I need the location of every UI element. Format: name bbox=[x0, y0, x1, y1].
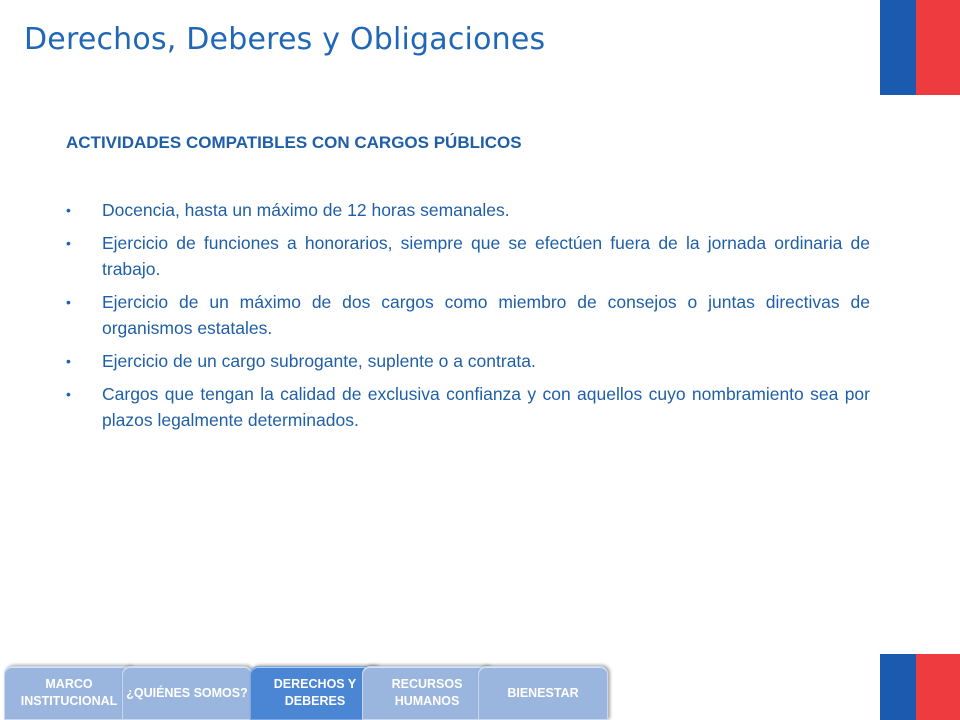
nav-tab-bienestar[interactable]: BIENESTAR bbox=[478, 666, 608, 720]
flag-red-stripe bbox=[916, 654, 960, 720]
list-item-text: Ejercicio de un cargo subrogante, suplente o a contrata. bbox=[102, 351, 536, 371]
bullet-icon: • bbox=[66, 353, 71, 369]
list-item-text: Ejercicio de funciones a honorarios, siempre que se efectúen fuera de la jornada ordinaria de trabajo. bbox=[102, 233, 870, 279]
nav-tab-quienes-somos[interactable]: ¿QUIÉNES SOMOS? bbox=[122, 666, 252, 720]
list-item bbox=[66, 197, 870, 223]
nav-tab-marco-institucional[interactable]: MARCO INSTITUCIONAL bbox=[4, 666, 134, 720]
bullet-icon: • bbox=[66, 202, 71, 218]
bottom-nav bbox=[0, 664, 620, 720]
flag-red-stripe bbox=[916, 0, 960, 95]
page-title: Derechos, Deberes y Obligaciones bbox=[24, 22, 546, 57]
activities-list bbox=[66, 197, 870, 433]
list-item bbox=[66, 230, 870, 282]
flag-decoration-top bbox=[880, 0, 960, 95]
list-item-text: Docencia, hasta un máximo de 12 horas semanales. bbox=[102, 200, 510, 220]
section-heading: ACTIVIDADES COMPATIBLES CON CARGOS PÚBLICOS bbox=[66, 133, 522, 152]
list-item bbox=[66, 348, 870, 374]
bullet-icon: • bbox=[66, 386, 71, 402]
nav-tab-derechos-y-deberes[interactable]: DERECHOS Y DEBERES bbox=[250, 666, 380, 720]
flag-blue-stripe bbox=[880, 0, 916, 95]
main-content bbox=[66, 133, 870, 440]
list-item-text: Cargos que tengan la calidad de exclusiva confianza y con aquellos cuyo nombramiento sea por plazos legalmente determinados. bbox=[102, 384, 870, 430]
nav-tab-recursos-humanos[interactable]: RECURSOS HUMANOS bbox=[362, 666, 492, 720]
bullet-icon: • bbox=[66, 235, 71, 251]
bullet-icon: • bbox=[66, 294, 71, 310]
flag-decoration-bottom bbox=[880, 654, 960, 720]
flag-blue-stripe bbox=[880, 654, 916, 720]
list-item-text: Ejercicio de un máximo de dos cargos como miembro de consejos o juntas directivas de organismos estatales. bbox=[102, 292, 870, 338]
list-item bbox=[66, 289, 870, 341]
list-item bbox=[66, 381, 870, 433]
